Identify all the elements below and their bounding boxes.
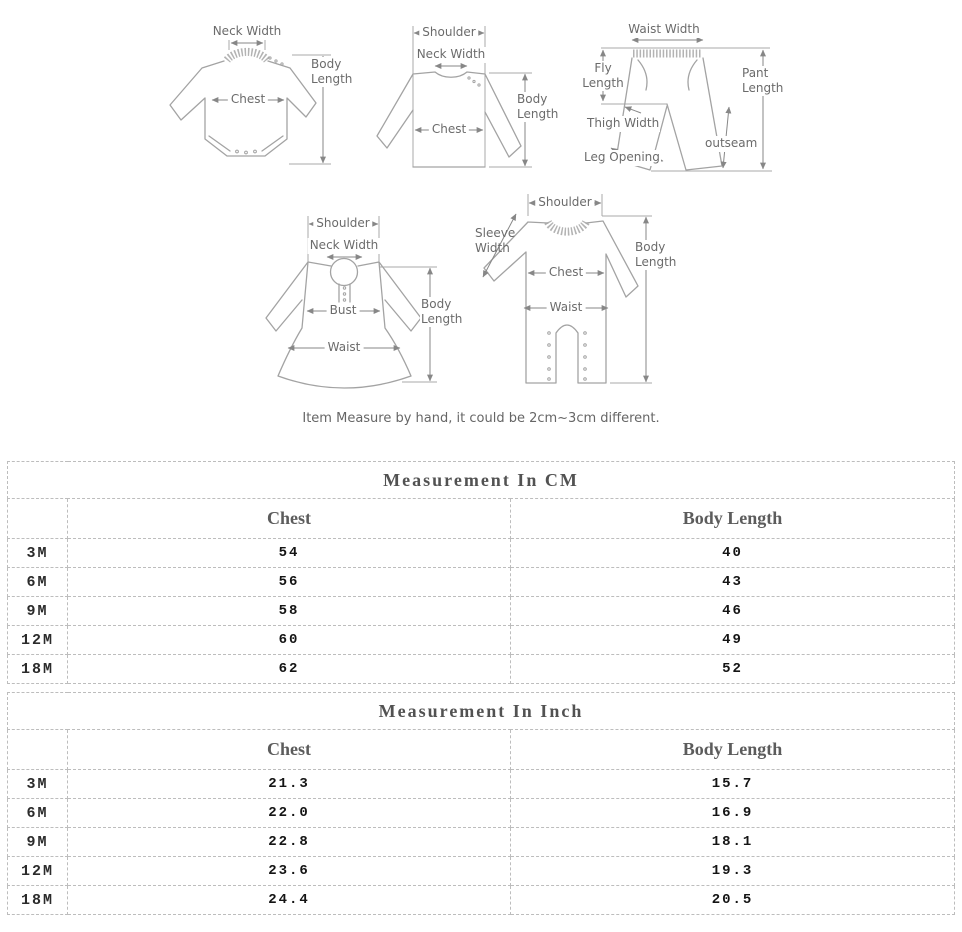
body-length-cell: 16.9: [511, 799, 955, 828]
romper-waist-label: Waist: [547, 300, 586, 316]
size-cell: 18M: [8, 886, 68, 915]
romper-body-length-label: Body Length: [634, 240, 682, 270]
pants-thigh-width-label: Thigh Width: [587, 116, 660, 130]
size-cell: 9M: [8, 828, 68, 857]
table-header-row: [8, 499, 955, 539]
bodysuit-collar: [227, 52, 267, 60]
table-title-cm: Measurement In CM: [8, 462, 955, 499]
chest-cell: 22.8: [68, 828, 511, 857]
shirt-body-length-label: Body Length: [516, 92, 562, 122]
chest-cell: 58: [68, 597, 511, 626]
shirt-chest-label: Chest: [429, 122, 469, 138]
pants-fly-length-label: Fly Length: [582, 61, 624, 90]
chest-cell: 21.3: [68, 770, 511, 799]
shirt-button-dots: [468, 77, 480, 86]
body-length-cell: 20.5: [511, 886, 955, 915]
measure-note: Item Measure by hand, it could be 2cm~3cm different.: [302, 411, 660, 426]
table-row: [8, 857, 955, 886]
size-cell: 3M: [8, 770, 68, 799]
chest-column-header: Chest: [68, 730, 511, 770]
chest-cell: 62: [68, 655, 511, 684]
dress-button-dots: [343, 287, 345, 301]
table-row: [8, 655, 955, 684]
table-row: [8, 539, 955, 568]
shirt-neck-width-label: Neck Width: [416, 47, 486, 61]
size-cell: 6M: [8, 568, 68, 597]
romper-diagram: [483, 194, 652, 383]
romper-snap-dots: [548, 332, 587, 381]
size-cell: 9M: [8, 597, 68, 626]
bodysuit-neck-width-label: Neck Width: [212, 24, 282, 38]
dress-shoulder-label: Shoulder: [313, 216, 372, 232]
table-row: [8, 886, 955, 915]
body-length-cell: 19.3: [511, 857, 955, 886]
table-row: [8, 828, 955, 857]
romper-shoulder-label: Shoulder: [535, 195, 594, 211]
measurement-table-inch: [7, 692, 955, 915]
pants-pant-length-label: Pant Length: [741, 66, 791, 96]
bodysuit-chest-label: Chest: [228, 92, 268, 108]
chest-column-header: Chest: [68, 499, 511, 539]
table-title-inch: Measurement In Inch: [8, 693, 955, 730]
body-length-cell: 18.1: [511, 828, 955, 857]
romper-collar: [548, 222, 586, 232]
chest-cell: 56: [68, 568, 511, 597]
chest-cell: 24.4: [68, 886, 511, 915]
pants-leg-opening-label: Leg Opening: [584, 150, 660, 164]
garment-diagrams-section: [0, 0, 962, 458]
shirt-shoulder-label: Shoulder: [419, 25, 478, 41]
pants-outseam-label: outseam: [705, 136, 758, 150]
body-length-cell: 40: [511, 539, 955, 568]
table-header-row: [8, 730, 955, 770]
dress-neckline: [331, 259, 358, 286]
shirt-outline: [377, 72, 521, 167]
dress-bust-label: Bust: [327, 303, 360, 319]
dress-waist-label: Waist: [325, 340, 364, 356]
body-length-cell: 52: [511, 655, 955, 684]
table-row: [8, 799, 955, 828]
chest-cell: 60: [68, 626, 511, 655]
chest-cell: 22.0: [68, 799, 511, 828]
bodysuit-outline: [170, 61, 316, 156]
body-length-cell: 49: [511, 626, 955, 655]
table-row: [8, 568, 955, 597]
dress-outline: [266, 262, 421, 388]
body-length-column-header: Body Length: [511, 730, 955, 770]
body-length-cell: 43: [511, 568, 955, 597]
size-cell: 18M: [8, 655, 68, 684]
size-cell: 12M: [8, 626, 68, 655]
body-length-cell: 46: [511, 597, 955, 626]
measurement-table-cm: [7, 461, 955, 684]
table-row: [8, 597, 955, 626]
size-cell: 6M: [8, 799, 68, 828]
romper-chest-label: Chest: [546, 265, 586, 281]
body-length-column-header: Body Length: [511, 499, 955, 539]
chest-cell: 54: [68, 539, 511, 568]
table-row: [8, 626, 955, 655]
dress-neck-width-label: Neck Width: [309, 238, 379, 252]
chest-cell: 23.6: [68, 857, 511, 886]
body-length-cell: 15.7: [511, 770, 955, 799]
pants-waist-width-label: Waist Width: [628, 22, 700, 36]
romper-sleeve-width-label: Sleeve Width: [475, 226, 516, 255]
bodysuit-body-length-label: Body Length: [310, 57, 356, 87]
size-cell: 3M: [8, 539, 68, 568]
dress-body-length-label: Body Length: [420, 297, 466, 327]
size-column-header: [8, 499, 68, 539]
size-column-header: [8, 730, 68, 770]
size-cell: 12M: [8, 857, 68, 886]
table-row: [8, 770, 955, 799]
pants-thigh-width-arrow-left: [625, 107, 641, 113]
